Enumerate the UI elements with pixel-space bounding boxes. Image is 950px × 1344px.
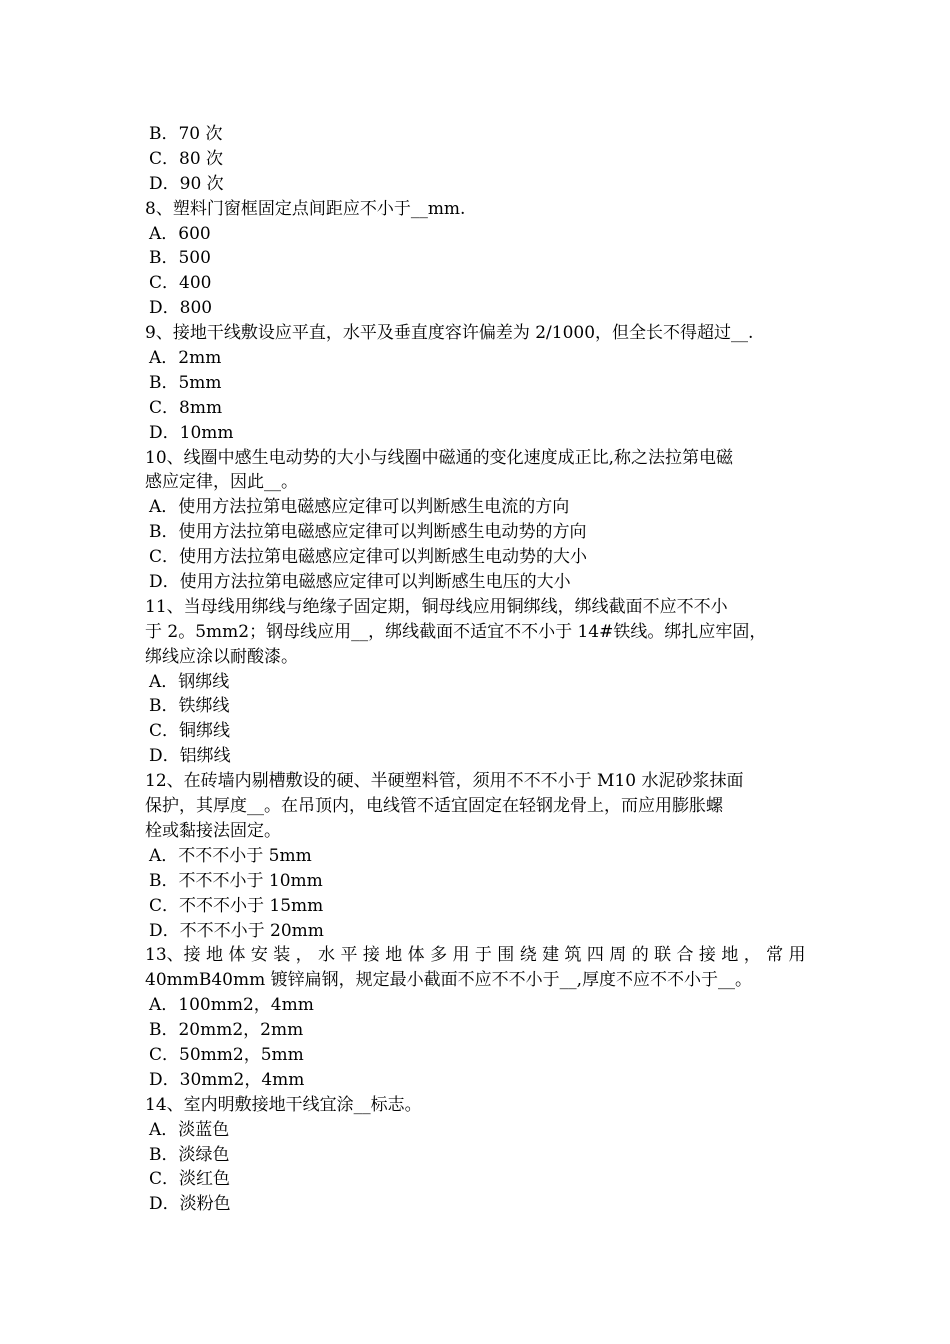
question-line: 40mmB40mm 镀锌扁钢，规定最小截面不应不不小于__,厚度不应不不小于__。 xyxy=(145,970,753,991)
option-line: D．铝绑线 xyxy=(149,746,231,767)
question-line: 绑线应涂以耐酸漆。 xyxy=(145,646,298,667)
option-line: C．50mm2，5mm xyxy=(149,1044,304,1065)
option-line: B．不不不小于 10mm xyxy=(149,870,323,891)
option-line: C．8mm xyxy=(149,397,223,418)
option-line: A．淡蓝色 xyxy=(149,1119,230,1140)
option-line: D．不不不小于 20mm xyxy=(149,920,324,941)
question-line: 保护，其厚度__。在吊顶内，电线管不适宜固定在轻钢龙骨上，而应用膨胀螺 xyxy=(145,796,723,817)
question-line: 11、当母线用绑线与绝缘子固定期，铜母线应用铜绑线，绑线截面不应不不小 xyxy=(145,596,728,617)
option-line: D．使用方法拉第电磁感应定律可以判断感生电压的大小 xyxy=(149,572,571,593)
option-line: C．使用方法拉第电磁感应定律可以判断感生电动势的大小 xyxy=(149,547,588,568)
option-line: D．800 xyxy=(149,298,213,319)
question-line: 12、在砖墙内剔槽敷设的硬、半硬塑料管，须用不不不小于 M10 水泥砂浆抹面 xyxy=(145,771,744,792)
option-line: C．淡红色 xyxy=(149,1169,231,1190)
option-line: C．400 xyxy=(149,273,212,294)
document-page xyxy=(145,122,813,1217)
option-line: B．淡绿色 xyxy=(149,1144,230,1165)
option-line: B．使用方法拉第电磁感应定律可以判断感生电动势的方向 xyxy=(149,522,587,543)
option-line: D．90 次 xyxy=(149,173,224,194)
option-line: A．100mm2，4mm xyxy=(149,995,314,1016)
option-line: C．不不不小于 15mm xyxy=(149,895,324,916)
option-line: A．600 xyxy=(149,223,211,244)
question-line: 10、线圈中感生电动势的大小与线圈中磁通的变化速度成正比,称之法拉第电磁 xyxy=(145,447,734,468)
option-line: D．10mm xyxy=(149,422,234,443)
question-line: 8、塑料门窗框固定点间距应不小于__mm. xyxy=(145,198,466,219)
question-line: 13、接 地 体 安 装 ， 水 平 接 地 体 多 用 于 围 绕 建 筑 四 周 的 联 合 接 地 ， 常 用 xyxy=(145,945,806,966)
option-line: A．不不不小于 5mm xyxy=(149,845,312,866)
option-line: A．2mm xyxy=(149,348,222,369)
option-line: A．钢绑线 xyxy=(149,671,230,692)
option-line: D．淡粉色 xyxy=(149,1194,231,1215)
option-line: A．使用方法拉第电磁感应定律可以判断感生电流的方向 xyxy=(149,497,570,518)
option-line: B．铁绑线 xyxy=(149,696,230,717)
question-line: 于 2。5mm2；钢母线应用__，绑线截面不适宜不不小于 14#铁线。绑扎应牢固， xyxy=(145,621,767,642)
option-line: B．5mm xyxy=(149,372,222,393)
option-line: C．80 次 xyxy=(149,148,224,169)
option-line: D．30mm2，4mm xyxy=(149,1069,305,1090)
option-line: B．20mm2，2mm xyxy=(149,1020,304,1041)
question-line: 感应定律，因此__。 xyxy=(145,472,298,493)
option-line: B．500 xyxy=(149,248,211,269)
question-line: 9、接地干线敷设应平直，水平及垂直度容许偏差为 2/1000，但全长不得超过__. xyxy=(145,323,754,344)
question-line: 14、室内明敷接地干线宜涂__标志。 xyxy=(145,1094,422,1115)
option-line: B．70 次 xyxy=(149,124,223,144)
question-line: 栓或黏接法固定。 xyxy=(145,820,281,841)
option-line: C．铜绑线 xyxy=(149,721,231,742)
